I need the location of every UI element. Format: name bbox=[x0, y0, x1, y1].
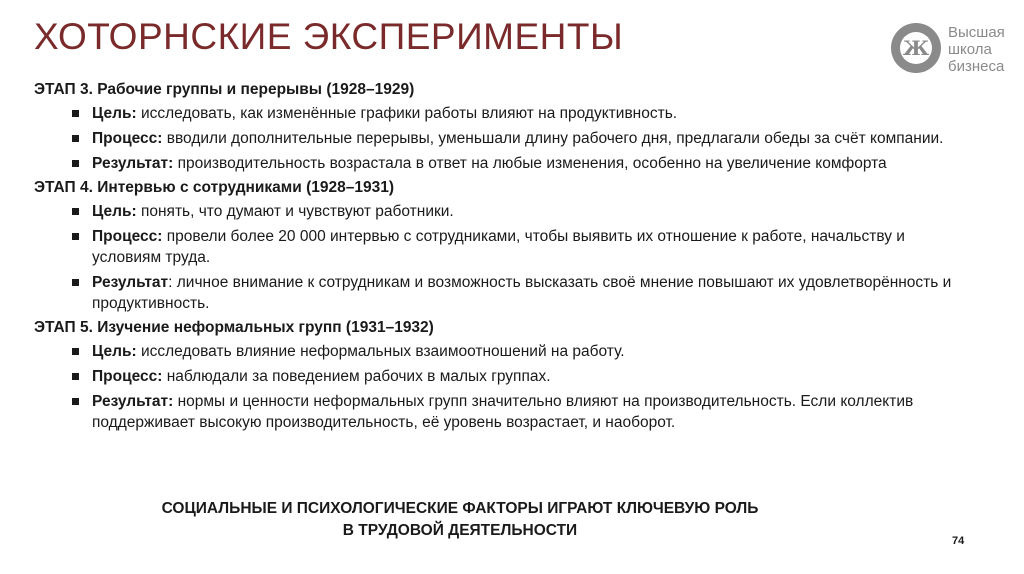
stage-block bbox=[34, 318, 964, 433]
list-item bbox=[34, 341, 964, 362]
logo-line-3: бизнеса bbox=[948, 58, 1005, 75]
item-label: Цель: bbox=[92, 343, 137, 360]
logo-text bbox=[948, 24, 1018, 75]
item-label: Цель: bbox=[92, 105, 137, 122]
hse-logo bbox=[890, 22, 1010, 78]
list-item bbox=[34, 366, 964, 387]
conclusion bbox=[140, 498, 780, 542]
list-item bbox=[34, 201, 964, 222]
item-label: Результат: bbox=[92, 155, 174, 172]
stage-items bbox=[34, 103, 964, 174]
item-text: исследовать, как изменённые графики работы влияют на продуктивность. bbox=[136, 105, 678, 122]
item-text: : личное внимание к сотрудникам и возможность высказать своё мнение повышают их удовлетворённость и продуктивность. bbox=[92, 274, 952, 312]
stage-block bbox=[34, 80, 964, 174]
stage-items bbox=[34, 341, 964, 433]
bullet-icon bbox=[72, 160, 79, 167]
bullet-icon bbox=[72, 208, 79, 215]
stage-block bbox=[34, 178, 964, 314]
stage-title: ЭТАП 5. Изучение неформальных групп (1931–1932) bbox=[34, 319, 434, 336]
list-item bbox=[34, 128, 964, 149]
hse-emblem-icon bbox=[890, 22, 942, 74]
svg-text:Ж: Ж bbox=[902, 36, 930, 60]
stage-items bbox=[34, 201, 964, 314]
logo-line-1: Высшая bbox=[948, 24, 1005, 41]
item-label: Результат: bbox=[92, 393, 174, 410]
bullet-icon bbox=[72, 373, 79, 380]
item-label: Процесс: bbox=[92, 368, 163, 385]
logo-line-2: школа bbox=[948, 41, 992, 58]
stages-content bbox=[34, 80, 964, 437]
slide-title: ХОТОРНСКИЕ ЭКСПЕРИМЕНТЫ bbox=[34, 16, 624, 57]
item-text: нормы и ценности неформальных групп значительно влияют на производительность. Если коллектив поддерживает высокую производительность, её уровень возрастает, и наоборот. bbox=[92, 393, 914, 431]
item-label: Процесс: bbox=[92, 228, 163, 245]
item-label: Процесс: bbox=[92, 130, 163, 147]
bullet-icon bbox=[72, 398, 79, 405]
bullet-icon bbox=[72, 233, 79, 240]
item-text: исследовать влияние неформальных взаимоотношений на работу. bbox=[136, 343, 625, 360]
list-item bbox=[34, 153, 964, 174]
item-label: Результат bbox=[92, 274, 169, 291]
bullet-icon bbox=[72, 348, 79, 355]
stage-title: ЭТАП 3. Рабочие группы и перерывы (1928–1929) bbox=[34, 81, 415, 98]
conclusion-line-2: В ТРУДОВОЙ ДЕЯТЕЛЬНОСТИ bbox=[342, 522, 578, 539]
stage-title: ЭТАП 4. Интервью с сотрудниками (1928–1931) bbox=[34, 179, 395, 196]
item-text: понять, что думают и чувствуют работники. bbox=[136, 203, 454, 220]
bullet-icon bbox=[72, 110, 79, 117]
list-item bbox=[34, 103, 964, 124]
list-item bbox=[34, 391, 964, 433]
item-text: провели более 20 000 интервью с сотрудниками, чтобы выявить их отношение к работе, начальству и условиям труда. bbox=[92, 228, 905, 266]
conclusion-line-1: СОЦИАЛЬНЫЕ И ПСИХОЛОГИЧЕСКИЕ ФАКТОРЫ ИГРАЮТ КЛЮЧЕВУЮ РОЛЬ bbox=[161, 500, 759, 517]
item-text: производительность возрастала в ответ на любые изменения, особенно на увеличение комфорта bbox=[173, 155, 887, 172]
list-item bbox=[34, 272, 964, 314]
bullet-icon bbox=[72, 135, 79, 142]
item-text: наблюдали за поведением рабочих в малых группах. bbox=[162, 368, 551, 385]
item-text: вводили дополнительные перерывы, уменьшали длину рабочего дня, предлагали обеды за счёт компании. bbox=[162, 130, 944, 147]
item-label: Цель: bbox=[92, 203, 137, 220]
bullet-icon bbox=[72, 279, 79, 286]
list-item bbox=[34, 226, 964, 268]
page-number: 74 bbox=[952, 535, 965, 547]
